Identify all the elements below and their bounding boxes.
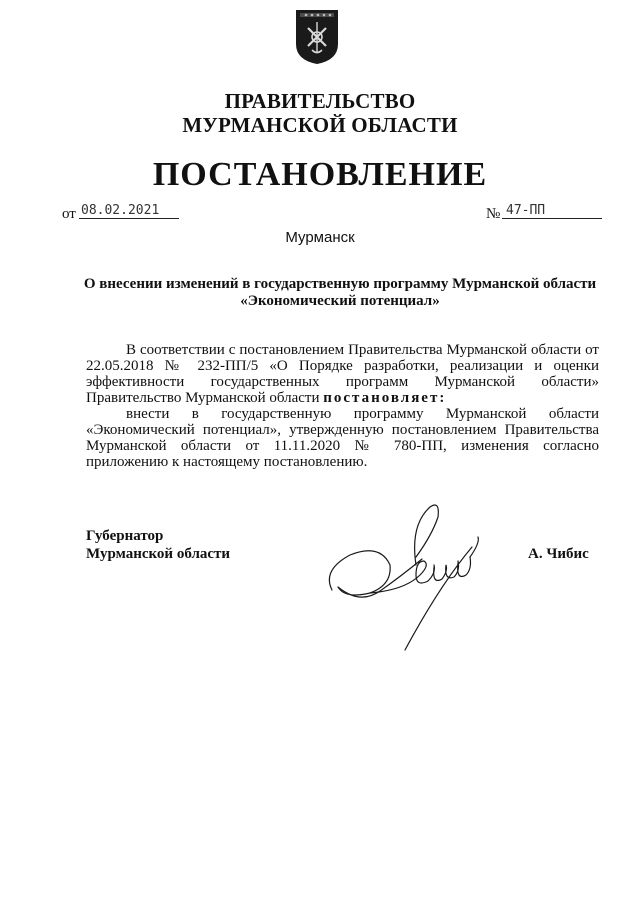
decree-word: постановляет:	[323, 390, 447, 406]
document-date: 08.02.2021	[79, 203, 179, 219]
document-type-title: ПОСТАНОВЛЕНИЕ	[152, 156, 488, 193]
document-number: 47-ПП	[502, 203, 602, 219]
paragraph1-text: В соответствии с постановлением Правительства Мурманской области от 22.05.2018 № 232-ПП/5 «О Порядке разработки, реализации и оценки эффективности государственных программ Мурманской области» Правительство Мурманской области	[86, 342, 599, 406]
subject-line2: «Экономический потенциал»	[240, 293, 440, 309]
signer-name: А. Чибис	[528, 546, 589, 562]
position-line2: Мурманской области	[86, 546, 231, 562]
number-label: №	[486, 206, 501, 222]
date-number-row	[62, 203, 600, 226]
signatory-position	[86, 527, 230, 563]
document-subject	[80, 276, 600, 310]
coat-of-arms-emblem-icon	[294, 8, 340, 66]
handwritten-signature-icon	[320, 495, 490, 655]
government-title-line1: ПРАВИТЕЛЬСТВО	[224, 89, 416, 113]
government-title-line2: МУРМАНСКОЙ ОБЛАСТИ	[182, 113, 458, 137]
body-paragraph-2: внести в государственную программу Мурманской области «Экономический потенциал», утвержденную постановлением Правительства Мурманской области от 11.11.2020 № 780-ПП, изменения согласно приложению к настоящему постановлению.	[86, 406, 599, 470]
position-line1: Губернатор	[86, 528, 164, 544]
subject-line1: О внесении изменений в государственную программу Мурманской области	[83, 276, 597, 292]
body-paragraph-1	[86, 342, 599, 406]
date-label: от	[62, 206, 76, 222]
document-body	[86, 342, 599, 470]
city-name: Мурманск	[285, 229, 355, 246]
